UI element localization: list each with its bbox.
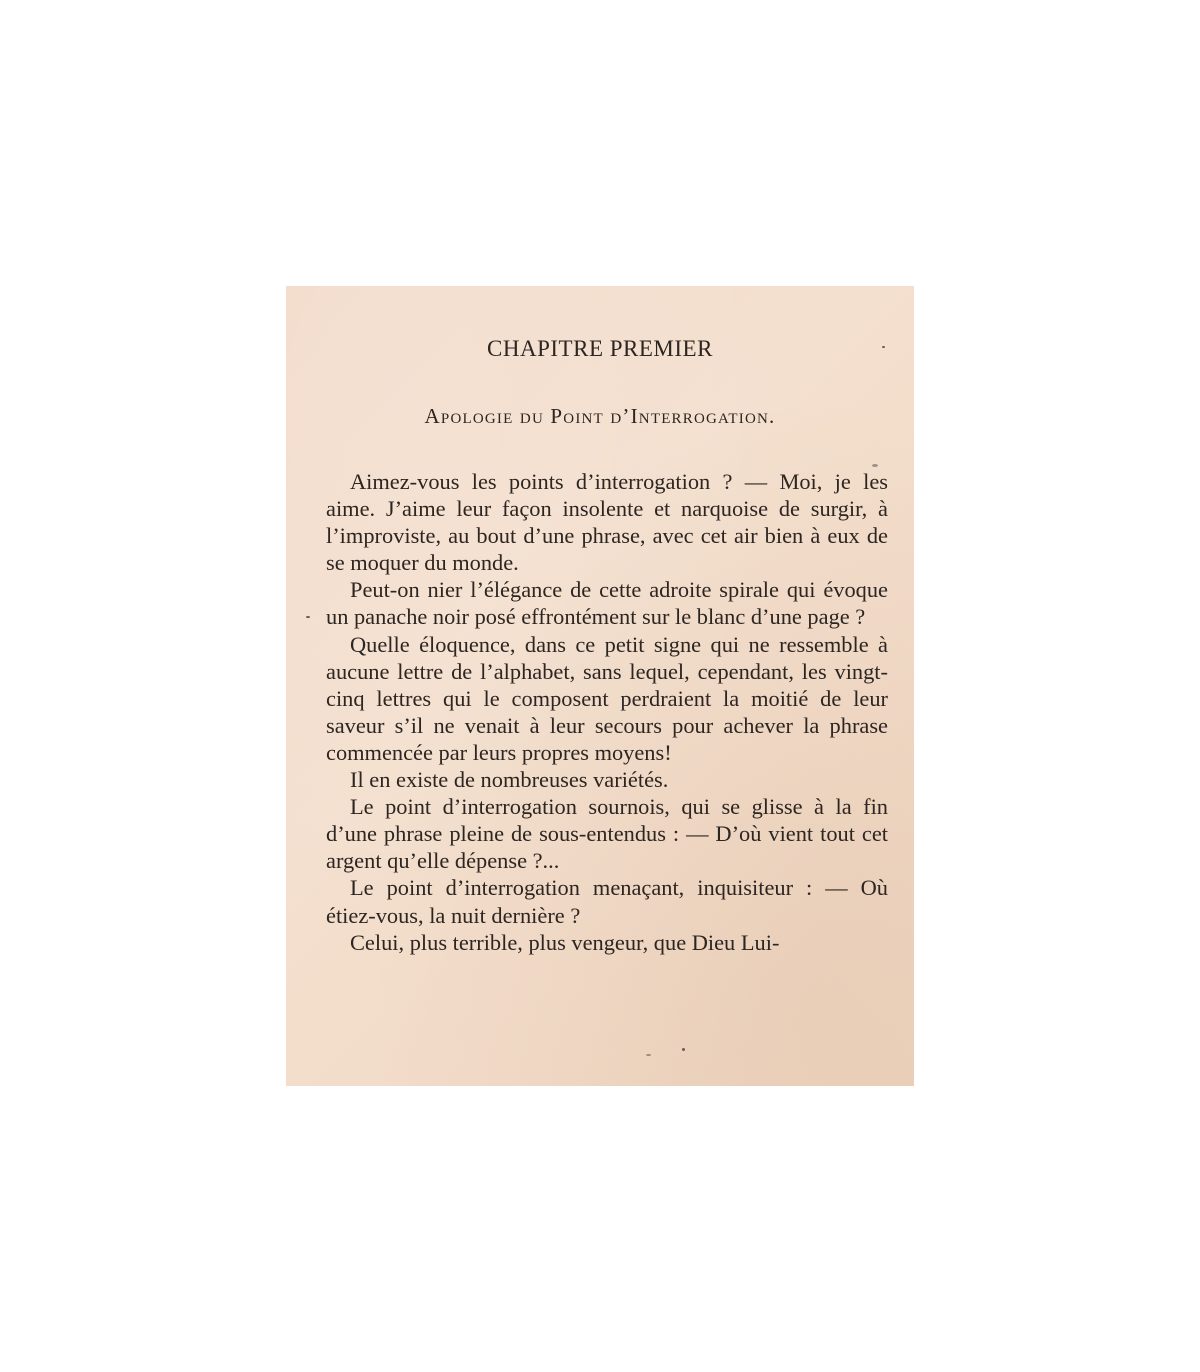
paragraph: Le point d’interrogation menaçant, inquisiteur : — Où étiez-vous, la nuit dernière ?: [326, 875, 888, 928]
chapter-title: CHAPITRE PREMIER: [487, 336, 713, 361]
book-page: [286, 286, 914, 1086]
paragraph: Peut-on nier l’élégance de cette adroite spirale qui évoque un panache noir posé effrontément sur le blanc d’une page ?: [326, 577, 888, 630]
paragraph: Le point d’interrogation sournois, qui se glisse à la fin d’une phrase pleine de sous-entendus : — D’où vient tout cet argent qu’elle dépense ?...: [326, 794, 888, 874]
paper-speck: [882, 346, 885, 348]
paragraph: Quelle éloquence, dans ce petit signe qui ne ressemble à aucune lettre de l’alphabet, sans lequel, cependant, les vingt-cinq lettres qui le composent perdraient la moitié de leur saveur s’il ne venait à leur secours pour achever la phrase commencée par leurs propres moyens!: [326, 631, 888, 765]
paragraph: Celui, plus terrible, plus vengeur, que Dieu Lui-: [350, 929, 780, 955]
paragraph: Aimez-vous les points d’interrogation ? — Moi, je les aime. J’aime leur façon insolente et narquoise de surgir, à l’improviste, au bout d’une phrase, avec cet air bien à eux de se moquer du monde.: [326, 469, 888, 576]
paper-speck: [682, 1048, 685, 1051]
paragraph: Il en existe de nombreuses variétés.: [350, 767, 669, 793]
paper-speck: [872, 464, 878, 467]
paper-speck: [646, 1054, 651, 1056]
section-title: Apologie du Point d’Interrogation.: [424, 404, 776, 428]
body-text: [326, 468, 888, 956]
paper-speck: [306, 616, 310, 618]
